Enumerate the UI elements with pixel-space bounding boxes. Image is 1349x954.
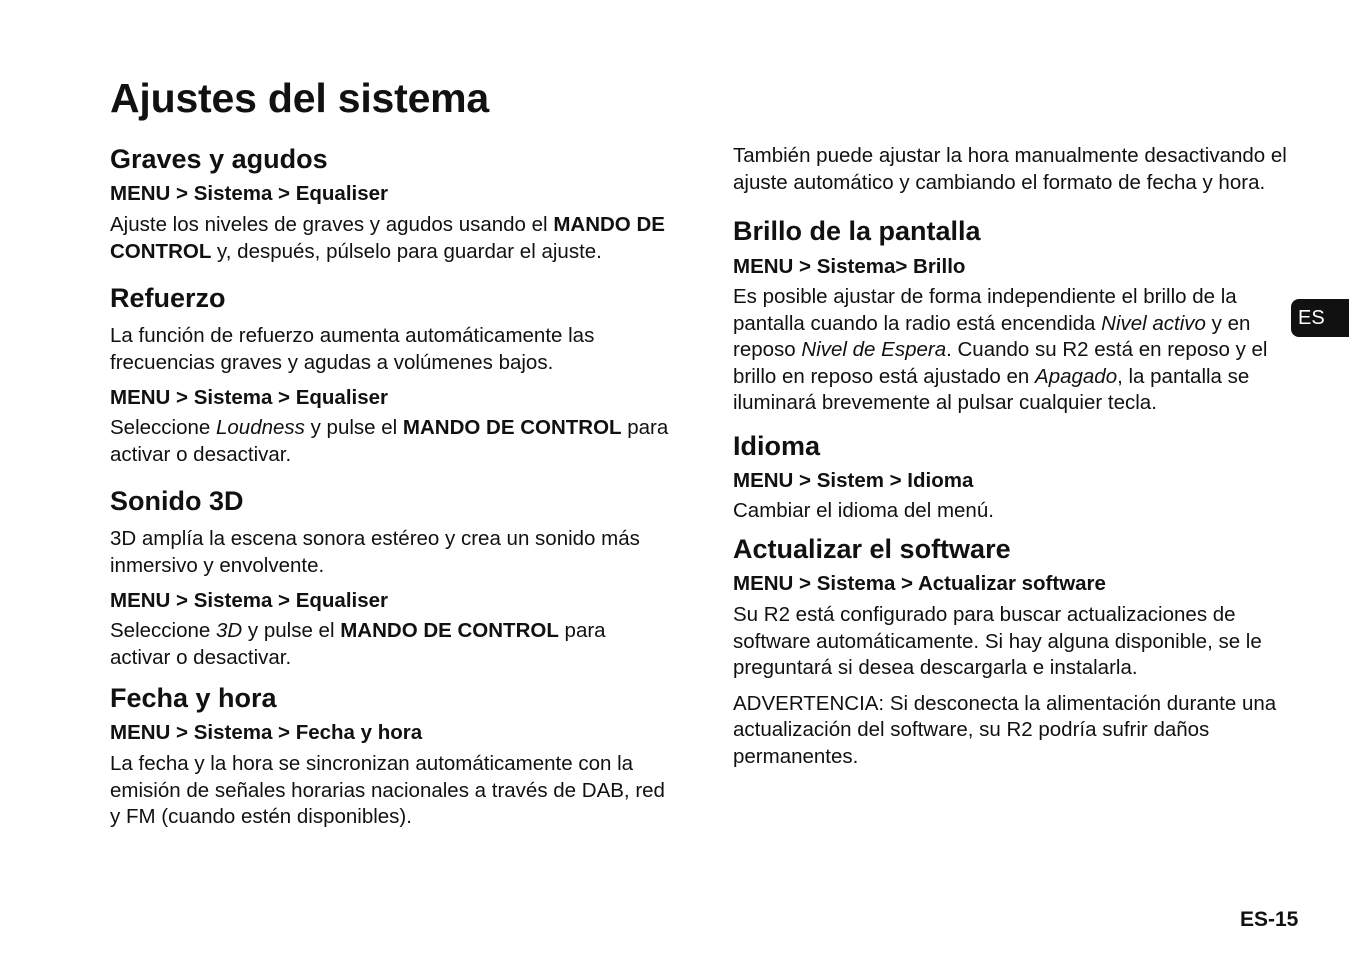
- text-sonido3d-bold: MANDO DE CONTROL: [340, 619, 559, 642]
- left-column: [110, 140, 670, 831]
- text-brillo-4: , la pantalla se iluminará brevemente al pulsar cualquier tecla.: [733, 364, 1250, 414]
- heading-refuerzo: Refuerzo: [110, 283, 226, 313]
- page-title: Ajustes del sistema: [110, 75, 490, 121]
- text-graves-b: y, después, púlselo para guardar el ajuste.: [211, 239, 602, 263]
- text-graves-a: Ajuste los niveles de graves y agudos usando el: [110, 213, 554, 236]
- text-brillo-italic-1: Nivel activo: [1101, 311, 1206, 335]
- text-refuerzo-c: para activar o desactivar.: [110, 416, 669, 466]
- text-refuerzo-italic: Loudness: [215, 416, 305, 439]
- text-sonido3d-b: y pulse el: [242, 619, 341, 642]
- page-number: ES-15: [1240, 908, 1299, 931]
- menu-path-fecha: MENU > Sistema > Fecha y hora: [110, 721, 423, 744]
- text-refuerzo-b: y pulse el: [304, 416, 403, 439]
- text-sonido3d-italic: 3D: [215, 619, 243, 642]
- text-refuerzo: [110, 415, 670, 468]
- intro-refuerzo: La función de refuerzo aumenta automáticamente las frecuencias graves y agudas a volúmenes bajos.: [110, 324, 595, 374]
- text-software-warning: ADVERTENCIA: Si desconecta la alimentación durante una actualización del software, su R2 podría sufrir daños permanentes.: [733, 691, 1277, 768]
- intro-sonido3d: 3D amplía la escena sonora estéreo y crea un sonido más inmersivo y envolvente.: [110, 527, 640, 577]
- text-brillo: [733, 284, 1293, 417]
- heading-software: Actualizar el software: [733, 534, 1011, 564]
- heading-idioma: Idioma: [733, 430, 821, 461]
- text-graves: [110, 212, 670, 265]
- section-graves: [110, 142, 670, 265]
- heading-fecha: Fecha y hora: [110, 683, 277, 713]
- text-brillo-italic-3: Apagado: [1035, 364, 1118, 388]
- text-software: Su R2 está configurado para buscar actualizaciones de software automáticamente. Si hay alguna disponible, se le preguntará si desea descargarla e instalarla.: [733, 603, 1262, 679]
- menu-path-brillo: MENU > Sistema> Brillo: [733, 255, 966, 278]
- text-fecha-cont: También puede ajustar la hora manualmente desactivando el ajuste automático y cambiando el formato de fecha y hora.: [733, 144, 1287, 194]
- text-refuerzo-a: Seleccione: [110, 416, 216, 439]
- text-brillo-1: Es posible ajustar de forma independiente el brillo de la pantalla cuando la radio está encendida: [733, 285, 1237, 335]
- text-sonido3d-c: para activar o desactivar.: [110, 619, 606, 669]
- text-idioma: Cambiar el idioma del menú.: [733, 498, 994, 522]
- section-brillo: [733, 214, 1293, 417]
- menu-path-sonido3d: MENU > Sistema > Equaliser: [110, 589, 389, 612]
- right-column: [733, 143, 1293, 770]
- text-graves-bold: MANDO DE CONTROL: [110, 213, 665, 263]
- text-fecha: La fecha y la hora se sincronizan automáticamente con la emisión de señales horarias nacionales a través de DAB, red y FM (cuando estén disponibles).: [110, 752, 665, 828]
- language-tab: ES: [1291, 299, 1349, 337]
- section-fecha: [110, 681, 670, 831]
- text-refuerzo-bold: MANDO DE CONTROL: [402, 416, 622, 439]
- text-sonido3d-a: Seleccione: [110, 619, 216, 642]
- text-brillo-italic-2: Nivel de Espera: [801, 338, 947, 361]
- section-idioma: [733, 429, 1293, 525]
- heading-sonido3d: Sonido 3D: [110, 486, 244, 516]
- text-sonido3d: [110, 618, 670, 671]
- menu-path-graves: MENU > Sistema > Equaliser: [110, 182, 389, 205]
- menu-path-software: MENU > Sistema > Actualizar software: [733, 572, 1106, 595]
- text-brillo-3: . Cuando su R2 está en reposo y el brillo en reposo está ajustado en: [733, 338, 1268, 388]
- menu-path-idioma: MENU > Sistem > Idioma: [733, 468, 974, 492]
- text-brillo-2: y en reposo: [733, 311, 1251, 361]
- heading-brillo: Brillo de la pantalla: [733, 216, 981, 246]
- section-refuerzo: [110, 281, 670, 468]
- section-sonido3d: [110, 484, 670, 671]
- section-software: [733, 532, 1293, 770]
- menu-path-refuerzo: MENU > Sistema > Equaliser: [110, 386, 389, 409]
- heading-graves: Graves y agudos: [110, 144, 328, 174]
